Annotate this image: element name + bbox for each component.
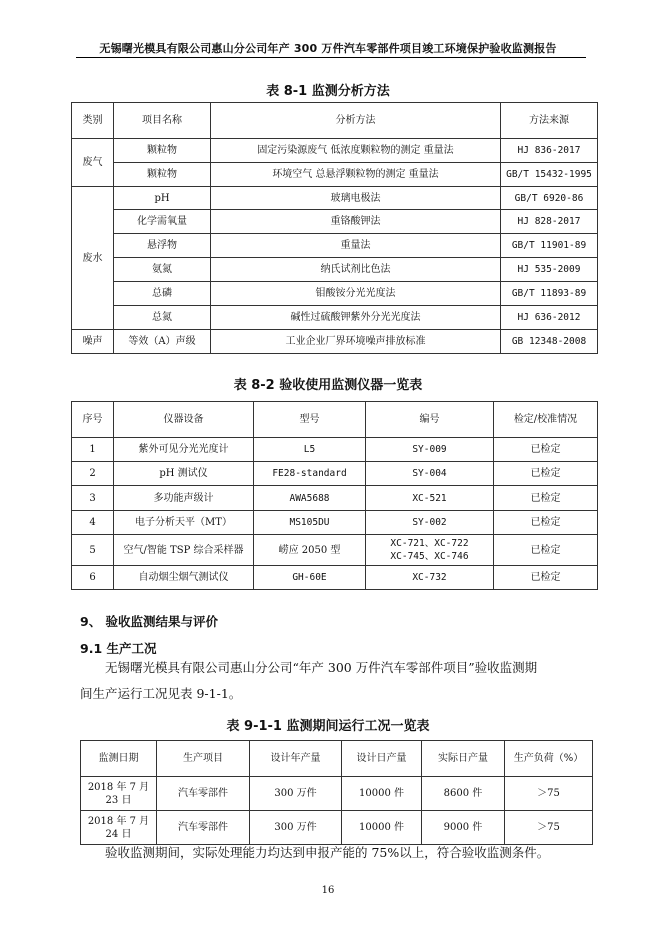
table-header-row — [72, 103, 598, 139]
table-row — [72, 306, 598, 330]
calibration-cell: 已检定 — [494, 438, 598, 462]
model-cell: L5 — [254, 438, 366, 462]
calibration-cell: 已检定 — [494, 511, 598, 535]
table-row — [72, 210, 598, 234]
table-row — [72, 535, 598, 566]
conclusion-paragraph: 验收监测期间，实际处理能力均达到申报产能的 75%以上，符合验收监测条件。 — [105, 845, 550, 860]
category-noise: 噪声 — [72, 330, 114, 354]
table-row — [72, 566, 598, 590]
model-cell: GH-60E — [254, 566, 366, 590]
table-row — [72, 234, 598, 258]
no-cell: 5 — [72, 535, 114, 566]
section-9-1-heading: 9.1 生产工况 — [80, 641, 157, 656]
item-cell: 悬浮物 — [114, 234, 211, 258]
table-row — [72, 187, 598, 210]
actual-output-cell: 9000 件 — [422, 811, 505, 845]
col-header-serial: 编号 — [366, 402, 494, 438]
table-8-2-caption: 表 8-2 验收使用监测仪器一览表 — [233, 378, 423, 393]
source-cell: GB/T 11893-89 — [501, 282, 598, 306]
col-header-date: 监测日期 — [81, 741, 157, 777]
col-header-item: 项目名称 — [114, 103, 211, 139]
table-row — [72, 139, 598, 163]
table-row — [72, 258, 598, 282]
col-header-calibration: 检定/校准情况 — [494, 402, 598, 438]
model-cell: FE28-standard — [254, 462, 366, 486]
model-cell: MS105DU — [254, 511, 366, 535]
equipment-cell: 多功能声级计 — [114, 486, 254, 511]
paragraph-line-2: 间生产运行工况见表 9-1-1。 — [80, 686, 242, 701]
col-header-method: 分析方法 — [211, 103, 501, 139]
table-row — [72, 438, 598, 462]
source-cell: HJ 836-2017 — [501, 139, 598, 163]
load-cell: ＞75 — [505, 811, 593, 845]
item-cell: 氨氮 — [114, 258, 211, 282]
serial-cell: SY-004 — [366, 462, 494, 486]
item-cell: 颗粒物 — [114, 139, 211, 163]
col-header-no: 序号 — [72, 402, 114, 438]
page-number: 16 — [321, 885, 335, 896]
daily-capacity-cell: 10000 件 — [342, 811, 422, 845]
source-cell: GB 12348-2008 — [501, 330, 598, 354]
col-header-project: 生产项目 — [157, 741, 250, 777]
table-8-1-caption: 表 8-1 监测分析方法 — [266, 84, 390, 99]
annual-capacity-cell: 300 万件 — [250, 811, 342, 845]
table-header-row — [81, 741, 593, 777]
method-cell: 重量法 — [211, 234, 501, 258]
method-cell: 纳氏试剂比色法 — [211, 258, 501, 282]
method-cell: 重铬酸钾法 — [211, 210, 501, 234]
equipment-cell: pH 测试仪 — [114, 462, 254, 486]
no-cell: 4 — [72, 511, 114, 535]
annual-capacity-cell: 300 万件 — [250, 777, 342, 811]
equipment-cell: 电子分析天平（MT） — [114, 511, 254, 535]
serial-cell: SY-002 — [366, 511, 494, 535]
source-cell: HJ 636-2012 — [501, 306, 598, 330]
paragraph-line-1: 无锡曙光模具有限公司惠山分公司“年产 300 万件汽车零部件项目”验收监测期 — [105, 660, 538, 675]
serial-cell: SY-009 — [366, 438, 494, 462]
table-row — [72, 330, 598, 354]
daily-capacity-cell: 10000 件 — [342, 777, 422, 811]
project-cell: 汽车零部件 — [157, 777, 250, 811]
serial-cell: XC-521 — [366, 486, 494, 511]
source-cell: HJ 535-2009 — [501, 258, 598, 282]
item-cell: pH — [114, 187, 211, 210]
category-waste-water: 废水 — [72, 187, 114, 330]
col-header-daily-capacity: 设计日产量 — [342, 741, 422, 777]
report-header: 无锡曙光模具有限公司惠山分公司年产 300 万件汽车零部件项目竣工环境保护验收监测报告 — [99, 42, 557, 55]
item-cell: 等效（A）声级 — [114, 330, 211, 354]
actual-output-cell: 8600 件 — [422, 777, 505, 811]
col-header-actual-output: 实际日产量 — [422, 741, 505, 777]
col-header-source: 方法来源 — [501, 103, 598, 139]
col-header-category: 类别 — [72, 103, 114, 139]
instruments-table — [71, 401, 598, 590]
category-waste-gas: 废气 — [72, 139, 114, 187]
table-row — [72, 462, 598, 486]
method-cell: 玻璃电极法 — [211, 187, 501, 210]
item-cell: 化学需氧量 — [114, 210, 211, 234]
calibration-cell: 已检定 — [494, 462, 598, 486]
no-cell: 2 — [72, 462, 114, 486]
section-9-heading: 9、 验收监测结果与评价 — [80, 614, 219, 629]
item-cell: 总氮 — [114, 306, 211, 330]
project-cell: 汽车零部件 — [157, 811, 250, 845]
load-cell: ＞75 — [505, 777, 593, 811]
method-cell: 环境空气 总悬浮颗粒物的测定 重量法 — [211, 163, 501, 187]
equipment-cell: 空气/智能 TSP 综合采样器 — [114, 535, 254, 566]
table-header-row — [72, 402, 598, 438]
item-cell: 颗粒物 — [114, 163, 211, 187]
calibration-cell: 已检定 — [494, 566, 598, 590]
table-row — [72, 282, 598, 306]
method-cell: 钼酸铵分光光度法 — [211, 282, 501, 306]
date-cell: 2018 年 7 月 23 日 — [81, 777, 157, 811]
no-cell: 3 — [72, 486, 114, 511]
col-header-load: 生产负荷（%） — [505, 741, 593, 777]
header-divider — [76, 57, 586, 58]
analysis-methods-table — [71, 102, 598, 354]
no-cell: 1 — [72, 438, 114, 462]
model-cell: AWA5688 — [254, 486, 366, 511]
equipment-cell: 紫外可见分光光度计 — [114, 438, 254, 462]
no-cell: 6 — [72, 566, 114, 590]
source-cell: GB/T 6920-86 — [501, 187, 598, 210]
model-cell: 崂应 2050 型 — [254, 535, 366, 566]
method-cell: 固定污染源废气 低浓度颗粒物的测定 重量法 — [211, 139, 501, 163]
table-row — [81, 777, 593, 811]
col-header-equipment: 仪器设备 — [114, 402, 254, 438]
table-9-1-1-caption: 表 9-1-1 监测期间运行工况一览表 — [226, 719, 430, 734]
method-cell: 工业企业厂界环境噪声排放标准 — [211, 330, 501, 354]
table-row — [81, 811, 593, 845]
serial-cell: XC-721、XC-722 XC-745、XC-746 — [366, 535, 494, 566]
table-row — [72, 163, 598, 187]
calibration-cell: 已检定 — [494, 486, 598, 511]
source-cell: GB/T 15432-1995 — [501, 163, 598, 187]
item-cell: 总磷 — [114, 282, 211, 306]
date-cell: 2018 年 7 月 24 日 — [81, 811, 157, 845]
operating-conditions-table — [80, 740, 593, 845]
table-row — [72, 511, 598, 535]
calibration-cell: 已检定 — [494, 535, 598, 566]
source-cell: HJ 828-2017 — [501, 210, 598, 234]
method-cell: 碱性过硫酸钾紫外分光光度法 — [211, 306, 501, 330]
serial-cell: XC-732 — [366, 566, 494, 590]
table-row — [72, 486, 598, 511]
col-header-annual-capacity: 设计年产量 — [250, 741, 342, 777]
col-header-model: 型号 — [254, 402, 366, 438]
source-cell: GB/T 11901-89 — [501, 234, 598, 258]
equipment-cell: 自动烟尘烟气测试仪 — [114, 566, 254, 590]
